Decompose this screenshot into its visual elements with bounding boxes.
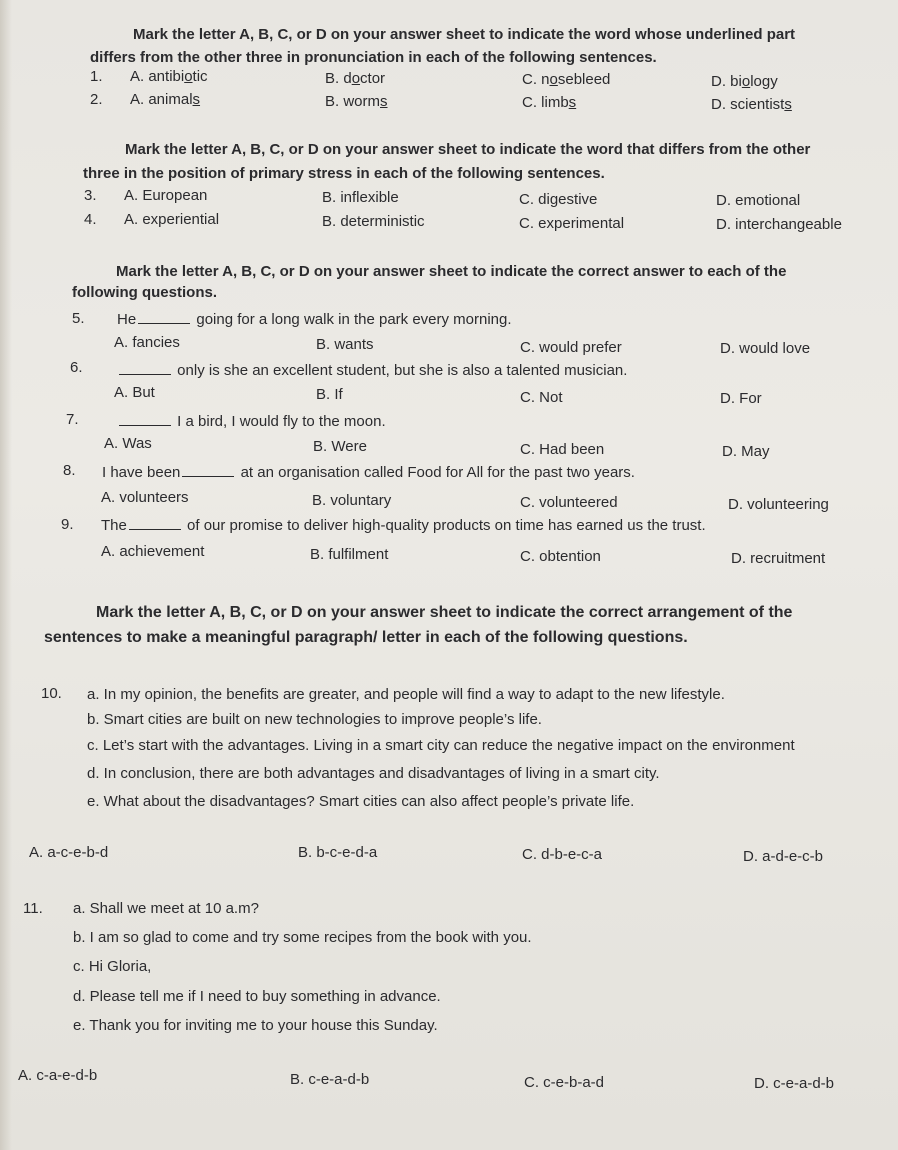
sentence-line: a. In my opinion, the benefits are greater, and people will find a way to adapt to the new lifestyle. — [87, 686, 725, 703]
sentence-line: d. Please tell me if I need to buy something in advance. — [73, 988, 441, 1005]
section3-instruction-line1: Mark the letter A, B, C, or D on your answer sheet to indicate the correct answer to each of the — [116, 263, 787, 280]
option-a: A. fancies — [114, 334, 180, 351]
option-d: D. c-e-a-d-b — [754, 1075, 835, 1092]
option-a: A. animals — [130, 91, 201, 108]
option-b: B. voluntary — [312, 492, 392, 509]
option-c: C. c-e-b-a-d — [524, 1074, 605, 1091]
page-edge-shadow — [0, 0, 12, 1150]
option-a: A. But — [114, 384, 155, 401]
option-a: A. experiential — [124, 211, 220, 228]
option-a: A. European — [124, 187, 208, 204]
section3-instruction-line2: following questions. — [72, 284, 217, 301]
question-number: 1. — [90, 68, 103, 85]
option-c: C. would prefer — [520, 339, 622, 356]
question-number: 9. — [61, 516, 74, 533]
sentence-line: c. Let’s start with the advantages. Living in a smart city can reduce the negative impact on the environment — [87, 737, 795, 754]
option-b: B. If — [316, 386, 343, 403]
sentence-line: d. In conclusion, there are both advantages and disadvantages of living in a smart city. — [87, 765, 660, 782]
option-d: D. biology — [711, 73, 778, 90]
question-number: 11. — [23, 900, 43, 917]
question-number: 4. — [84, 211, 97, 228]
option-a: A. Was — [104, 435, 152, 452]
question-number: 7. — [66, 411, 79, 428]
option-b: B. b-c-e-d-a — [298, 844, 378, 861]
option-c: C. limbs — [522, 94, 577, 111]
option-b: B. inflexible — [322, 189, 399, 206]
option-c: C. Had been — [520, 441, 605, 458]
option-c: C. obtention — [520, 548, 601, 565]
option-a: A. achievement — [101, 543, 205, 560]
answer-blank — [182, 464, 234, 477]
sentence-line: c. Hi Gloria, — [73, 958, 152, 975]
option-b: B. c-e-a-d-b — [290, 1071, 370, 1088]
answer-blank — [119, 413, 171, 426]
question-number: 10. — [41, 685, 62, 702]
option-d: D. May — [722, 443, 770, 460]
question-stem: I have been at an organisation called Food for All for the past two years. — [102, 464, 635, 481]
answer-blank — [138, 311, 190, 324]
option-c: C. digestive — [519, 191, 598, 208]
sentence-line: e. What about the disadvantages? Smart cities can also affect people’s private life. — [87, 793, 635, 810]
question-number: 3. — [84, 187, 97, 204]
question-stem: The of our promise to deliver high-quality products on time has earned us the trust. — [101, 517, 706, 534]
option-d: D. would love — [720, 340, 811, 357]
option-b: B. doctor — [325, 70, 386, 87]
option-d: D. scientists — [711, 96, 792, 113]
option-a: A. volunteers — [101, 489, 189, 506]
section4-instruction-line2: sentences to make a meaningful paragraph/ letter in each of the following questions. — [44, 629, 688, 646]
option-d: D. emotional — [716, 192, 801, 209]
section2-instruction-line2: three in the position of primary stress in each of the following sentences. — [83, 165, 605, 182]
answer-blank — [129, 517, 181, 530]
option-b: B. worms — [325, 93, 388, 110]
question-stem: only is she an excellent student, but she is also a talented musician. — [117, 362, 627, 380]
option-a: A. antibiotic — [130, 68, 208, 85]
option-d: D. recruitment — [731, 550, 826, 567]
section4-instruction-line1: Mark the letter A, B, C, or D on your answer sheet to indicate the correct arrangement of the — [96, 604, 793, 621]
answer-blank — [119, 362, 171, 375]
option-b: B. deterministic — [322, 213, 425, 230]
section1-instruction-line1: Mark the letter A, B, C, or D on your answer sheet to indicate the word whose underlined part — [133, 26, 796, 43]
section2-instruction-line1: Mark the letter A, B, C, or D on your answer sheet to indicate the word that differs from the other — [125, 141, 811, 158]
question-number: 6. — [70, 359, 83, 376]
option-c: C. nosebleed — [522, 71, 611, 88]
option-b: B. wants — [316, 336, 374, 353]
sentence-line: a. Shall we meet at 10 a.m? — [73, 900, 259, 917]
option-b: B. Were — [313, 438, 367, 455]
sentence-line: e. Thank you for inviting me to your house this Sunday. — [73, 1017, 438, 1034]
option-d: D. a-d-e-c-b — [743, 848, 824, 865]
sentence-line: b. I am so glad to come and try some recipes from the book with you. — [73, 929, 532, 946]
question-stem: I a bird, I would fly to the moon. — [117, 413, 386, 431]
option-a: A. a-c-e-b-d — [29, 844, 109, 861]
option-d: D. For — [720, 390, 762, 407]
option-d: D. interchangeable — [716, 216, 842, 233]
option-c: C. Not — [520, 389, 563, 406]
option-c: C. d-b-e-c-a — [522, 846, 603, 863]
question-stem: He going for a long walk in the park every morning. — [117, 311, 512, 328]
question-number: 5. — [72, 310, 85, 327]
option-d: D. volunteering — [728, 496, 829, 513]
sentence-line: b. Smart cities are built on new technologies to improve people’s life. — [87, 711, 542, 728]
option-c: C. volunteered — [520, 494, 618, 511]
option-c: C. experimental — [519, 215, 625, 232]
option-b: B. fulfilment — [310, 546, 389, 563]
option-a: A. c-a-e-d-b — [18, 1067, 98, 1084]
question-number: 2. — [90, 91, 103, 108]
section1-instruction-line2: differs from the other three in pronunciation in each of the following sentences. — [90, 49, 657, 66]
question-number: 8. — [63, 462, 76, 479]
